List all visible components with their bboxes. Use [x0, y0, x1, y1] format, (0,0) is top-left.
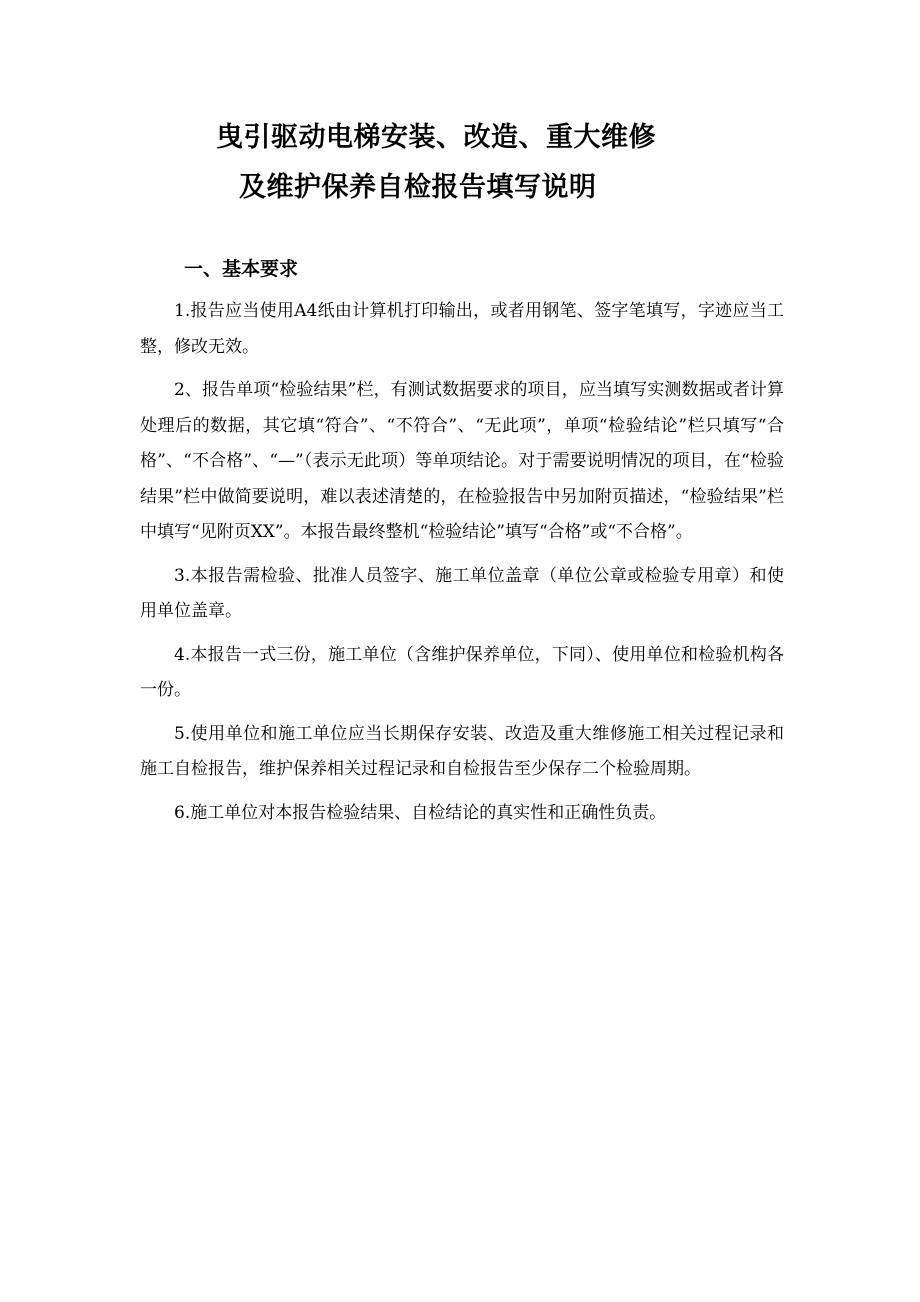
paragraph-5: 5.使用单位和施工单位应当长期保存安装、改造及重大维修施工相关过程记录和施工自检报告，维护保养相关过程记录和自检报告至少保存二个检验周期。 — [140, 723, 784, 779]
document-title-line-2: 及维护保养自检报告填写说明 — [239, 172, 597, 203]
document-title-line-1: 曳引驱动电梯安装、改造、重大维修 — [216, 122, 656, 153]
document-body — [140, 294, 784, 839]
paragraph-2: 2、报告单项“检验结果”栏，有测试数据要求的项目，应当填写实测数据或者计算处理后的数据，其它填“符合”、“不符合”、“无此项”，单项“检验结论”栏只填写“合格”、“不合格”、“—”（表示无此项）等单项结论。对于需要说明情况的项目，在“检验结果”栏中做简要说明，难以表述清楚的，在检验报告中另加附页描述，“检验结果”栏中填写“见附页XX”。本报告最终整机“检验结论”填写“合格”或“不合格”。 — [140, 380, 784, 542]
paragraph-1: 1.报告应当使用A4纸由计算机打印输出，或者用钢笔、签字笔填写，字迹应当工整，修改无效。 — [140, 301, 784, 357]
paragraph-6: 6.施工单位对本报告检验结果、自检结论的真实性和正确性负责。 — [174, 802, 667, 823]
section-heading-basic-requirements: 一、基本要求 — [184, 258, 299, 280]
paragraph-4: 4.本报告一式三份，施工单位（含维护保养单位，下同）、使用单位和检验机构各一份。 — [140, 644, 784, 700]
paragraph-3: 3.本报告需检验、批准人员签字、施工单位盖章（单位公章或检验专用章）和使用单位盖章。 — [140, 565, 784, 621]
